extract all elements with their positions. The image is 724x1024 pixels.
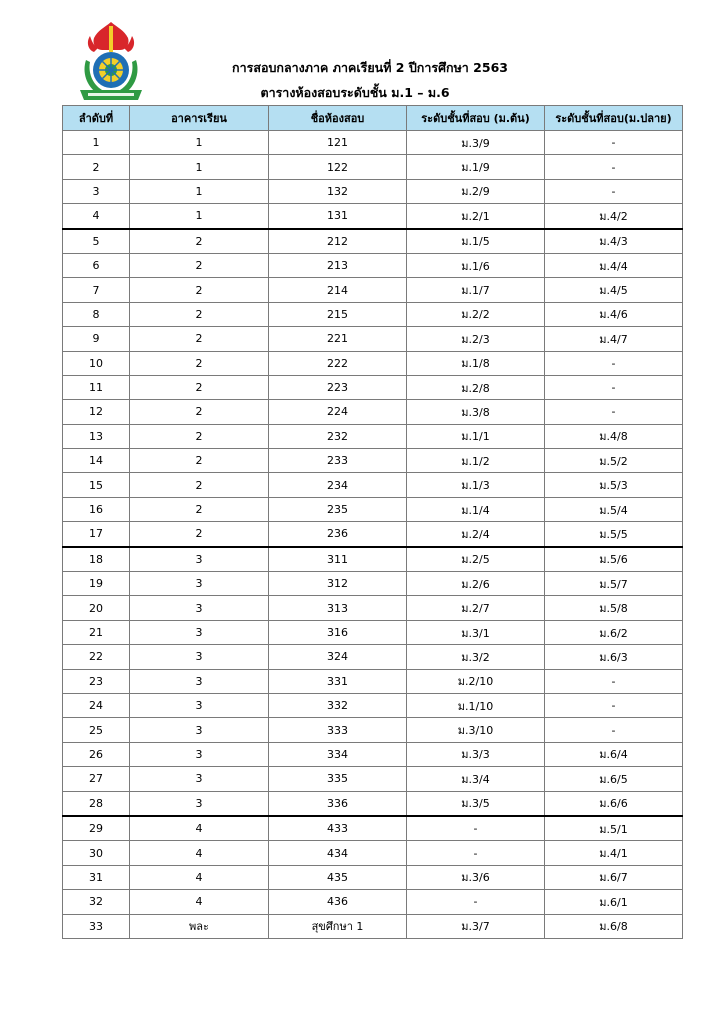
table-row [63,865,683,889]
table-row [63,767,683,791]
cell-building: 1 [130,204,269,229]
cell-lower-level: ม.2/8 [407,375,545,399]
cell-order: 9 [63,327,130,351]
cell-lower-level: ม.2/2 [407,302,545,326]
cell-order: 10 [63,351,130,375]
cell-order: 22 [63,645,130,669]
cell-lower-level: ม.1/8 [407,351,545,375]
table-row [63,497,683,521]
table-row [63,645,683,669]
cell-room: 311 [269,547,407,572]
cell-lower-level: ม.3/4 [407,767,545,791]
cell-building: 2 [130,375,269,399]
table-row [63,742,683,766]
cell-lower-level: ม.3/1 [407,620,545,644]
cell-lower-level: ม.3/9 [407,131,545,155]
cell-order: 29 [63,816,130,841]
cell-building: 3 [130,718,269,742]
cell-order: 26 [63,742,130,766]
cell-order: 25 [63,718,130,742]
table-row [63,473,683,497]
cell-order: 7 [63,278,130,302]
cell-order: 17 [63,522,130,547]
cell-lower-level: ม.2/10 [407,669,545,693]
cell-upper-level: - [545,131,683,155]
table-row [63,890,683,914]
cell-upper-level: ม.4/2 [545,204,683,229]
cell-lower-level: ม.1/5 [407,229,545,254]
cell-order: 6 [63,253,130,277]
cell-lower-level: ม.2/9 [407,179,545,203]
table-row [63,204,683,229]
page-title: การสอบกลางภาค ภาคเรียนที่ 2 ปีการศึกษา 2563 [232,60,508,75]
cell-order: 28 [63,791,130,816]
cell-building: 3 [130,791,269,816]
cell-upper-level: ม.6/4 [545,742,683,766]
cell-building: 3 [130,742,269,766]
cell-room: 433 [269,816,407,841]
cell-room: 312 [269,572,407,596]
cell-upper-level: - [545,155,683,179]
cell-building: 2 [130,424,269,448]
exam-room-table [62,105,683,939]
column-header-room: ชื่อห้องสอบ [269,106,407,131]
cell-lower-level: ม.3/7 [407,914,545,938]
table-row [63,669,683,693]
cell-building: 3 [130,620,269,644]
cell-lower-level: - [407,841,545,865]
cell-order: 24 [63,693,130,717]
cell-building: 4 [130,841,269,865]
cell-upper-level: ม.4/4 [545,253,683,277]
cell-upper-level: - [545,693,683,717]
cell-room: 313 [269,596,407,620]
cell-order: 15 [63,473,130,497]
cell-lower-level: ม.3/3 [407,742,545,766]
cell-lower-level: ม.3/10 [407,718,545,742]
cell-order: 11 [63,375,130,399]
cell-order: 27 [63,767,130,791]
cell-building: 4 [130,816,269,841]
cell-room: 121 [269,131,407,155]
table-row [63,424,683,448]
table-row [63,327,683,351]
cell-room: 324 [269,645,407,669]
column-header-upper-secondary: ระดับชั้นที่สอบ(ม.ปลาย) [545,106,683,131]
cell-room: 224 [269,400,407,424]
cell-order: 16 [63,497,130,521]
table-row [63,229,683,254]
cell-upper-level: - [545,351,683,375]
cell-room: 332 [269,693,407,717]
cell-upper-level: ม.6/3 [545,645,683,669]
cell-room: สุขศึกษา 1 [269,914,407,938]
cell-upper-level: - [545,400,683,424]
cell-room: 212 [269,229,407,254]
cell-building: 3 [130,669,269,693]
cell-upper-level: ม.4/1 [545,841,683,865]
cell-upper-level: ม.6/6 [545,791,683,816]
cell-building: 1 [130,155,269,179]
cell-upper-level: ม.5/5 [545,522,683,547]
cell-lower-level: ม.1/1 [407,424,545,448]
table-row [63,620,683,644]
cell-order: 20 [63,596,130,620]
cell-upper-level: ม.4/3 [545,229,683,254]
cell-room: 434 [269,841,407,865]
table-row [63,278,683,302]
cell-upper-level: ม.5/7 [545,572,683,596]
cell-lower-level: ม.1/6 [407,253,545,277]
cell-order: 12 [63,400,130,424]
column-header-lower-secondary: ระดับชั้นที่สอบ (ม.ต้น) [407,106,545,131]
cell-room: 214 [269,278,407,302]
table-row [63,155,683,179]
cell-order: 13 [63,424,130,448]
cell-order: 30 [63,841,130,865]
cell-lower-level: ม.1/4 [407,497,545,521]
table-row [63,596,683,620]
page-subtitle: ตารางห้องสอบระดับชั้น ม.1 – ม.6 [260,85,450,100]
cell-order: 33 [63,914,130,938]
table-row [63,718,683,742]
cell-room: 331 [269,669,407,693]
cell-order: 32 [63,890,130,914]
cell-upper-level: ม.5/3 [545,473,683,497]
cell-building: 3 [130,767,269,791]
cell-room: 234 [269,473,407,497]
cell-upper-level: ม.4/5 [545,278,683,302]
cell-building: 3 [130,693,269,717]
cell-upper-level: - [545,179,683,203]
cell-lower-level: - [407,890,545,914]
table-row [63,791,683,816]
cell-room: 222 [269,351,407,375]
table-row [63,547,683,572]
cell-room: 213 [269,253,407,277]
cell-building: 2 [130,278,269,302]
cell-order: 5 [63,229,130,254]
cell-room: 122 [269,155,407,179]
cell-building: 2 [130,327,269,351]
table-header-row [63,106,683,131]
cell-lower-level: ม.2/1 [407,204,545,229]
cell-room: 316 [269,620,407,644]
cell-lower-level: ม.1/3 [407,473,545,497]
cell-order: 18 [63,547,130,572]
cell-building: 4 [130,865,269,889]
cell-upper-level: ม.6/8 [545,914,683,938]
cell-order: 21 [63,620,130,644]
table-row [63,253,683,277]
table-row [63,400,683,424]
cell-building: 2 [130,497,269,521]
column-header-order: ลำดับที่ [63,106,130,131]
table-row [63,302,683,326]
table-row [63,572,683,596]
table-row [63,914,683,938]
cell-order: 3 [63,179,130,203]
cell-room: 232 [269,424,407,448]
cell-lower-level: ม.2/6 [407,572,545,596]
cell-upper-level: ม.6/7 [545,865,683,889]
cell-room: 221 [269,327,407,351]
cell-order: 1 [63,131,130,155]
cell-building: 3 [130,572,269,596]
cell-room: 436 [269,890,407,914]
cell-lower-level: ม.3/5 [407,791,545,816]
cell-building: 2 [130,400,269,424]
table-row [63,693,683,717]
cell-order: 23 [63,669,130,693]
table-row [63,816,683,841]
cell-room: 336 [269,791,407,816]
cell-upper-level: ม.4/7 [545,327,683,351]
cell-order: 2 [63,155,130,179]
table-row [63,522,683,547]
cell-upper-level: ม.5/4 [545,497,683,521]
cell-upper-level: - [545,669,683,693]
cell-lower-level: ม.3/2 [407,645,545,669]
table-row [63,179,683,203]
cell-lower-level: ม.1/9 [407,155,545,179]
table-row [63,841,683,865]
cell-upper-level: ม.5/8 [545,596,683,620]
cell-building: 2 [130,253,269,277]
cell-building: 3 [130,645,269,669]
cell-room: 333 [269,718,407,742]
cell-room: 131 [269,204,407,229]
cell-building: 1 [130,179,269,203]
cell-building: 2 [130,522,269,547]
cell-room: 334 [269,742,407,766]
cell-building: 2 [130,351,269,375]
cell-building: 4 [130,890,269,914]
cell-order: 31 [63,865,130,889]
cell-lower-level: - [407,816,545,841]
cell-lower-level: ม.2/3 [407,327,545,351]
cell-building: 2 [130,473,269,497]
cell-room: 132 [269,179,407,203]
cell-upper-level: - [545,718,683,742]
table-row [63,131,683,155]
cell-lower-level: ม.1/7 [407,278,545,302]
table-row [63,375,683,399]
table-row [63,449,683,473]
cell-upper-level: - [545,375,683,399]
cell-building: 3 [130,596,269,620]
cell-upper-level: ม.6/5 [545,767,683,791]
school-emblem-icon [76,20,146,102]
cell-upper-level: ม.5/6 [545,547,683,572]
cell-lower-level: ม.1/10 [407,693,545,717]
cell-order: 4 [63,204,130,229]
cell-room: 435 [269,865,407,889]
cell-room: 215 [269,302,407,326]
cell-upper-level: ม.5/1 [545,816,683,841]
cell-lower-level: ม.3/8 [407,400,545,424]
cell-upper-level: ม.6/2 [545,620,683,644]
cell-order: 8 [63,302,130,326]
cell-lower-level: ม.1/2 [407,449,545,473]
cell-lower-level: ม.3/6 [407,865,545,889]
cell-building: 2 [130,229,269,254]
cell-lower-level: ม.2/7 [407,596,545,620]
cell-room: 236 [269,522,407,547]
cell-upper-level: ม.6/1 [545,890,683,914]
column-header-building: อาคารเรียน [130,106,269,131]
cell-order: 14 [63,449,130,473]
cell-room: 335 [269,767,407,791]
table-row [63,351,683,375]
cell-upper-level: ม.4/8 [545,424,683,448]
cell-building: 2 [130,302,269,326]
cell-building: 3 [130,547,269,572]
cell-lower-level: ม.2/4 [407,522,545,547]
cell-order: 19 [63,572,130,596]
cell-room: 233 [269,449,407,473]
cell-building: พละ [130,914,269,938]
cell-upper-level: ม.4/6 [545,302,683,326]
cell-room: 235 [269,497,407,521]
cell-building: 2 [130,449,269,473]
cell-room: 223 [269,375,407,399]
cell-building: 1 [130,131,269,155]
cell-upper-level: ม.5/2 [545,449,683,473]
cell-lower-level: ม.2/5 [407,547,545,572]
